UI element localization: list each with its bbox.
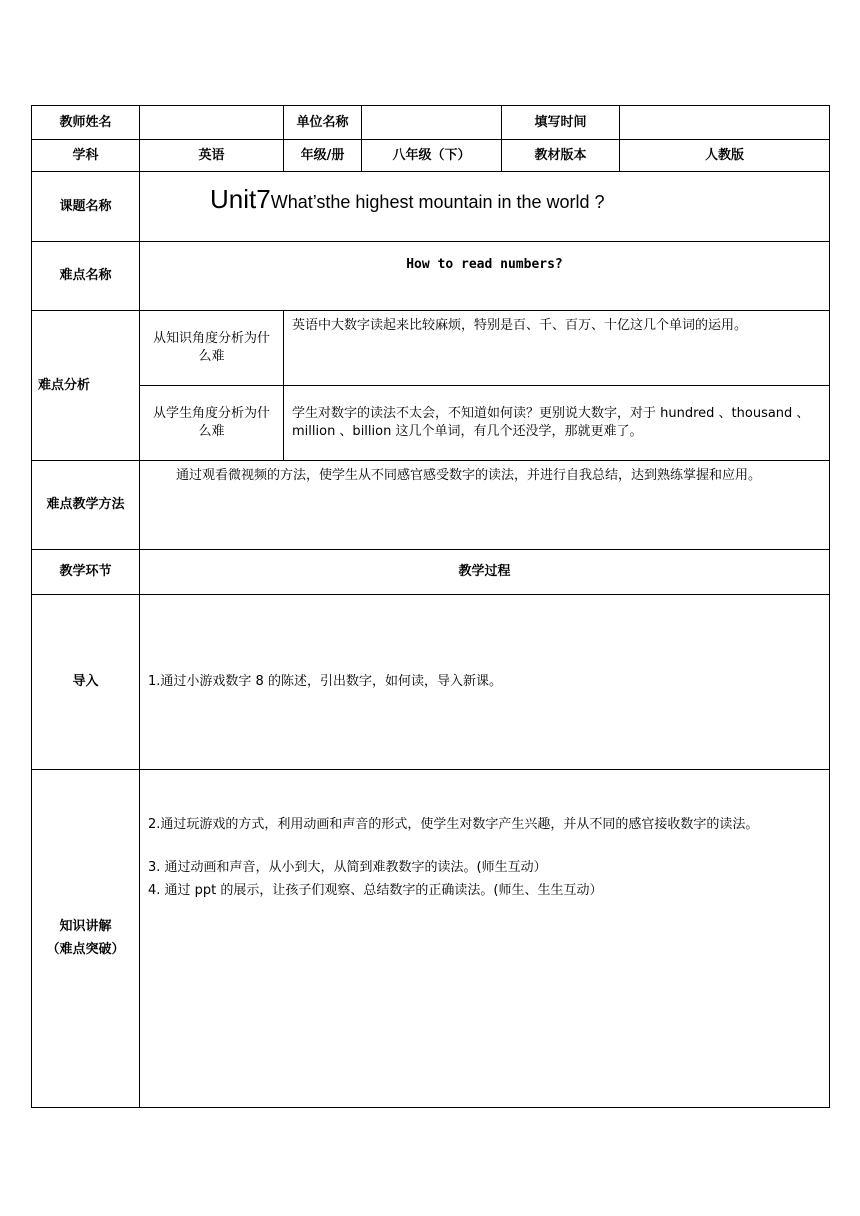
subject-label: 学科 xyxy=(32,140,140,172)
method-label: 难点教学方法 xyxy=(32,461,140,550)
row-knowledge xyxy=(32,770,830,1108)
difficulty-label: 难点名称 xyxy=(32,242,140,311)
method-text: 通过观看微视频的方法，使学生从不同感官感受数字的读法，并进行自我总结，达到熟练掌握和应用。 xyxy=(140,461,830,550)
grade-label: 年级/册 xyxy=(284,140,362,172)
row-analysis-knowledge xyxy=(32,311,830,386)
step-2: 2.通过玩游戏的方式，利用动画和声音的形式，使学生对数字产生兴趣，并从不同的感官接收数字的读法。 xyxy=(148,817,759,832)
unit-name-value[interactable] xyxy=(362,106,502,140)
topic-value xyxy=(140,172,830,242)
knowledge-label-line2: （难点突破） xyxy=(46,941,125,957)
fill-time-value[interactable] xyxy=(620,106,830,140)
step-3: 3. 通过动画和声音，从小到大，从简到难教数字的读法。(师生互动） xyxy=(148,859,547,875)
student-angle-label: 从学生角度分析为什么难 xyxy=(140,386,284,461)
topic-unit: Unit7 xyxy=(210,184,271,214)
edition-value: 人教版 xyxy=(620,140,830,172)
difficulty-value: How to read numbers? xyxy=(140,242,830,311)
analysis-label: 难点分析 xyxy=(32,311,140,461)
row-process-header xyxy=(32,550,830,595)
step-4: 4. 通过 ppt 的展示，让孩子们观察、总结数字的正确读法。(师生、生生互动） xyxy=(148,882,603,898)
teacher-name-label: 教师姓名 xyxy=(32,106,140,140)
knowledge-label-line1: 知识讲解 xyxy=(59,919,112,935)
student-angle-text: 学生对数字的读法不太会，不知道如何读？更别说大数字，对于 hundred 、thousand 、million 、billion 这几个单词，有几个还没学，那就更难了。 xyxy=(284,386,830,461)
stage-header: 教学环节 xyxy=(32,550,140,595)
process-header: 教学过程 xyxy=(140,550,830,595)
row-subject-info xyxy=(32,140,830,172)
knowledge-steps xyxy=(140,770,830,1108)
topic-label: 课题名称 xyxy=(32,172,140,242)
intro-label: 导入 xyxy=(32,595,140,770)
fill-time-label: 填写时间 xyxy=(502,106,620,140)
row-method xyxy=(32,461,830,550)
row-difficulty xyxy=(32,242,830,311)
topic-title: What’sthe highest mountain in the world ? xyxy=(270,192,605,212)
knowledge-stage-label xyxy=(32,770,140,1108)
lesson-plan-table xyxy=(31,105,830,1108)
edition-label: 教材版本 xyxy=(502,140,620,172)
row-basic-info xyxy=(32,106,830,140)
knowledge-angle-text: 英语中大数字读起来比较麻烦，特别是百、千、百万、十亿这几个单词的运用。 xyxy=(284,311,830,386)
row-intro xyxy=(32,595,830,770)
subject-value: 英语 xyxy=(140,140,284,172)
knowledge-angle-label: 从知识角度分析为什么难 xyxy=(140,311,284,386)
teacher-name-value[interactable] xyxy=(140,106,284,140)
grade-value: 八年级（下） xyxy=(362,140,502,172)
row-analysis-student xyxy=(32,386,830,461)
row-topic xyxy=(32,172,830,242)
unit-name-label: 单位名称 xyxy=(284,106,362,140)
intro-text: 1.通过小游戏数字 8 的陈述，引出数字，如何读，导入新课。 xyxy=(140,595,830,770)
